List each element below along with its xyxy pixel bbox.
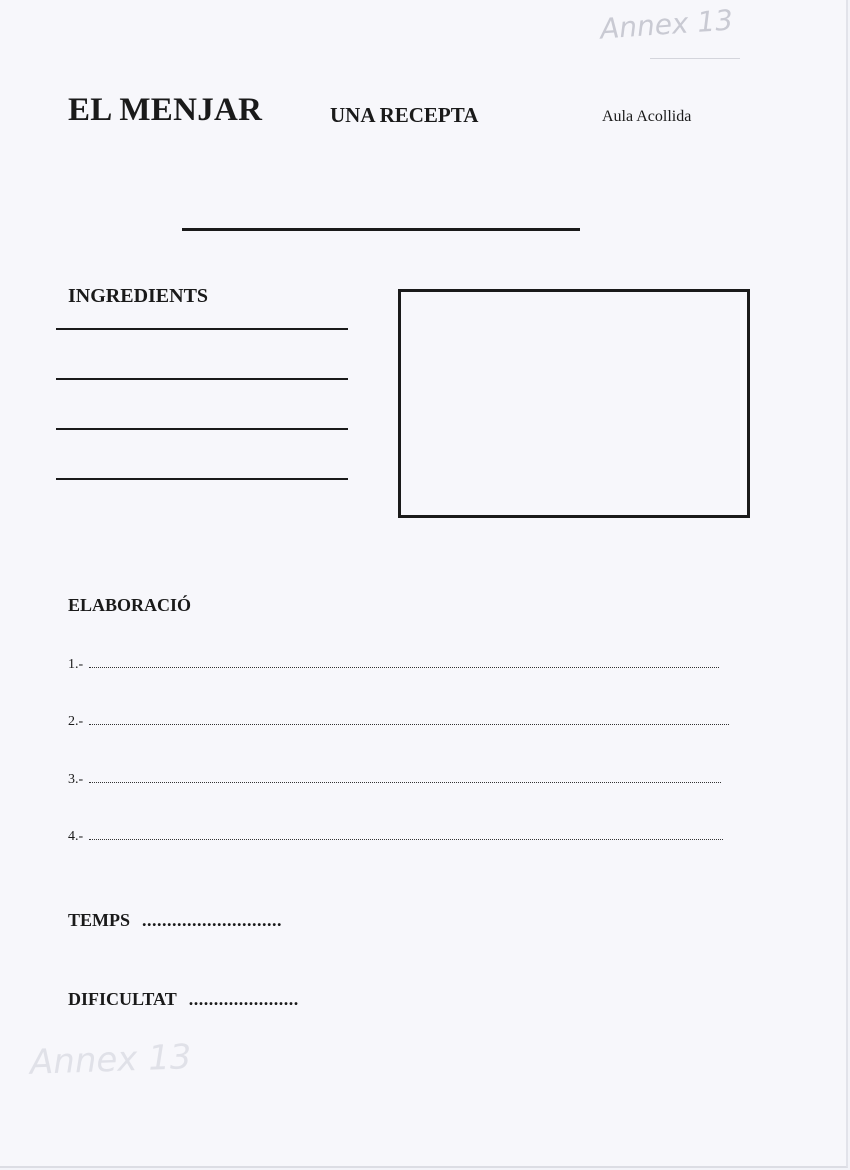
step-dotted-line[interactable]: [89, 781, 721, 783]
step-dotted-line[interactable]: [89, 723, 729, 725]
step-number: 1.-: [68, 657, 84, 672]
ingredient-line-1[interactable]: [56, 328, 348, 330]
ingredient-line-3[interactable]: [56, 428, 348, 430]
ingredient-line-2[interactable]: [56, 378, 348, 380]
pencil-underline: [650, 58, 740, 59]
step-dotted-line[interactable]: [89, 838, 723, 840]
time-label: TEMPS: [68, 910, 131, 930]
recipe-name-line[interactable]: [182, 228, 580, 231]
time-field[interactable]: [68, 910, 282, 931]
page-subtitle: UNA RECEPTA: [330, 103, 479, 127]
step-dotted-line[interactable]: [89, 666, 719, 668]
step-row[interactable]: [68, 772, 721, 788]
step-row[interactable]: [68, 714, 729, 730]
pencil-annotation-bottom: Annex 13: [29, 1037, 193, 1083]
page-title: EL MENJAR: [68, 92, 263, 128]
difficulty-dotted-line[interactable]: ......................: [188, 989, 299, 1009]
drawing-box[interactable]: [398, 289, 750, 518]
step-number: 3.-: [68, 772, 84, 787]
class-label: Aula Acollida: [602, 108, 692, 125]
ingredient-line-4[interactable]: [56, 478, 348, 480]
difficulty-field[interactable]: [68, 989, 299, 1010]
step-row[interactable]: [68, 657, 719, 673]
step-row[interactable]: [68, 829, 723, 845]
ingredients-heading: INGREDIENTS: [68, 285, 209, 307]
step-number: 2.-: [68, 714, 84, 729]
elaboration-heading: ELABORACIÓ: [68, 595, 192, 615]
difficulty-label: DIFICULTAT: [68, 989, 177, 1009]
step-number: 4.-: [68, 829, 84, 844]
time-dotted-line[interactable]: ............................: [142, 910, 283, 930]
pencil-annotation-top: Annex 13: [599, 3, 734, 46]
